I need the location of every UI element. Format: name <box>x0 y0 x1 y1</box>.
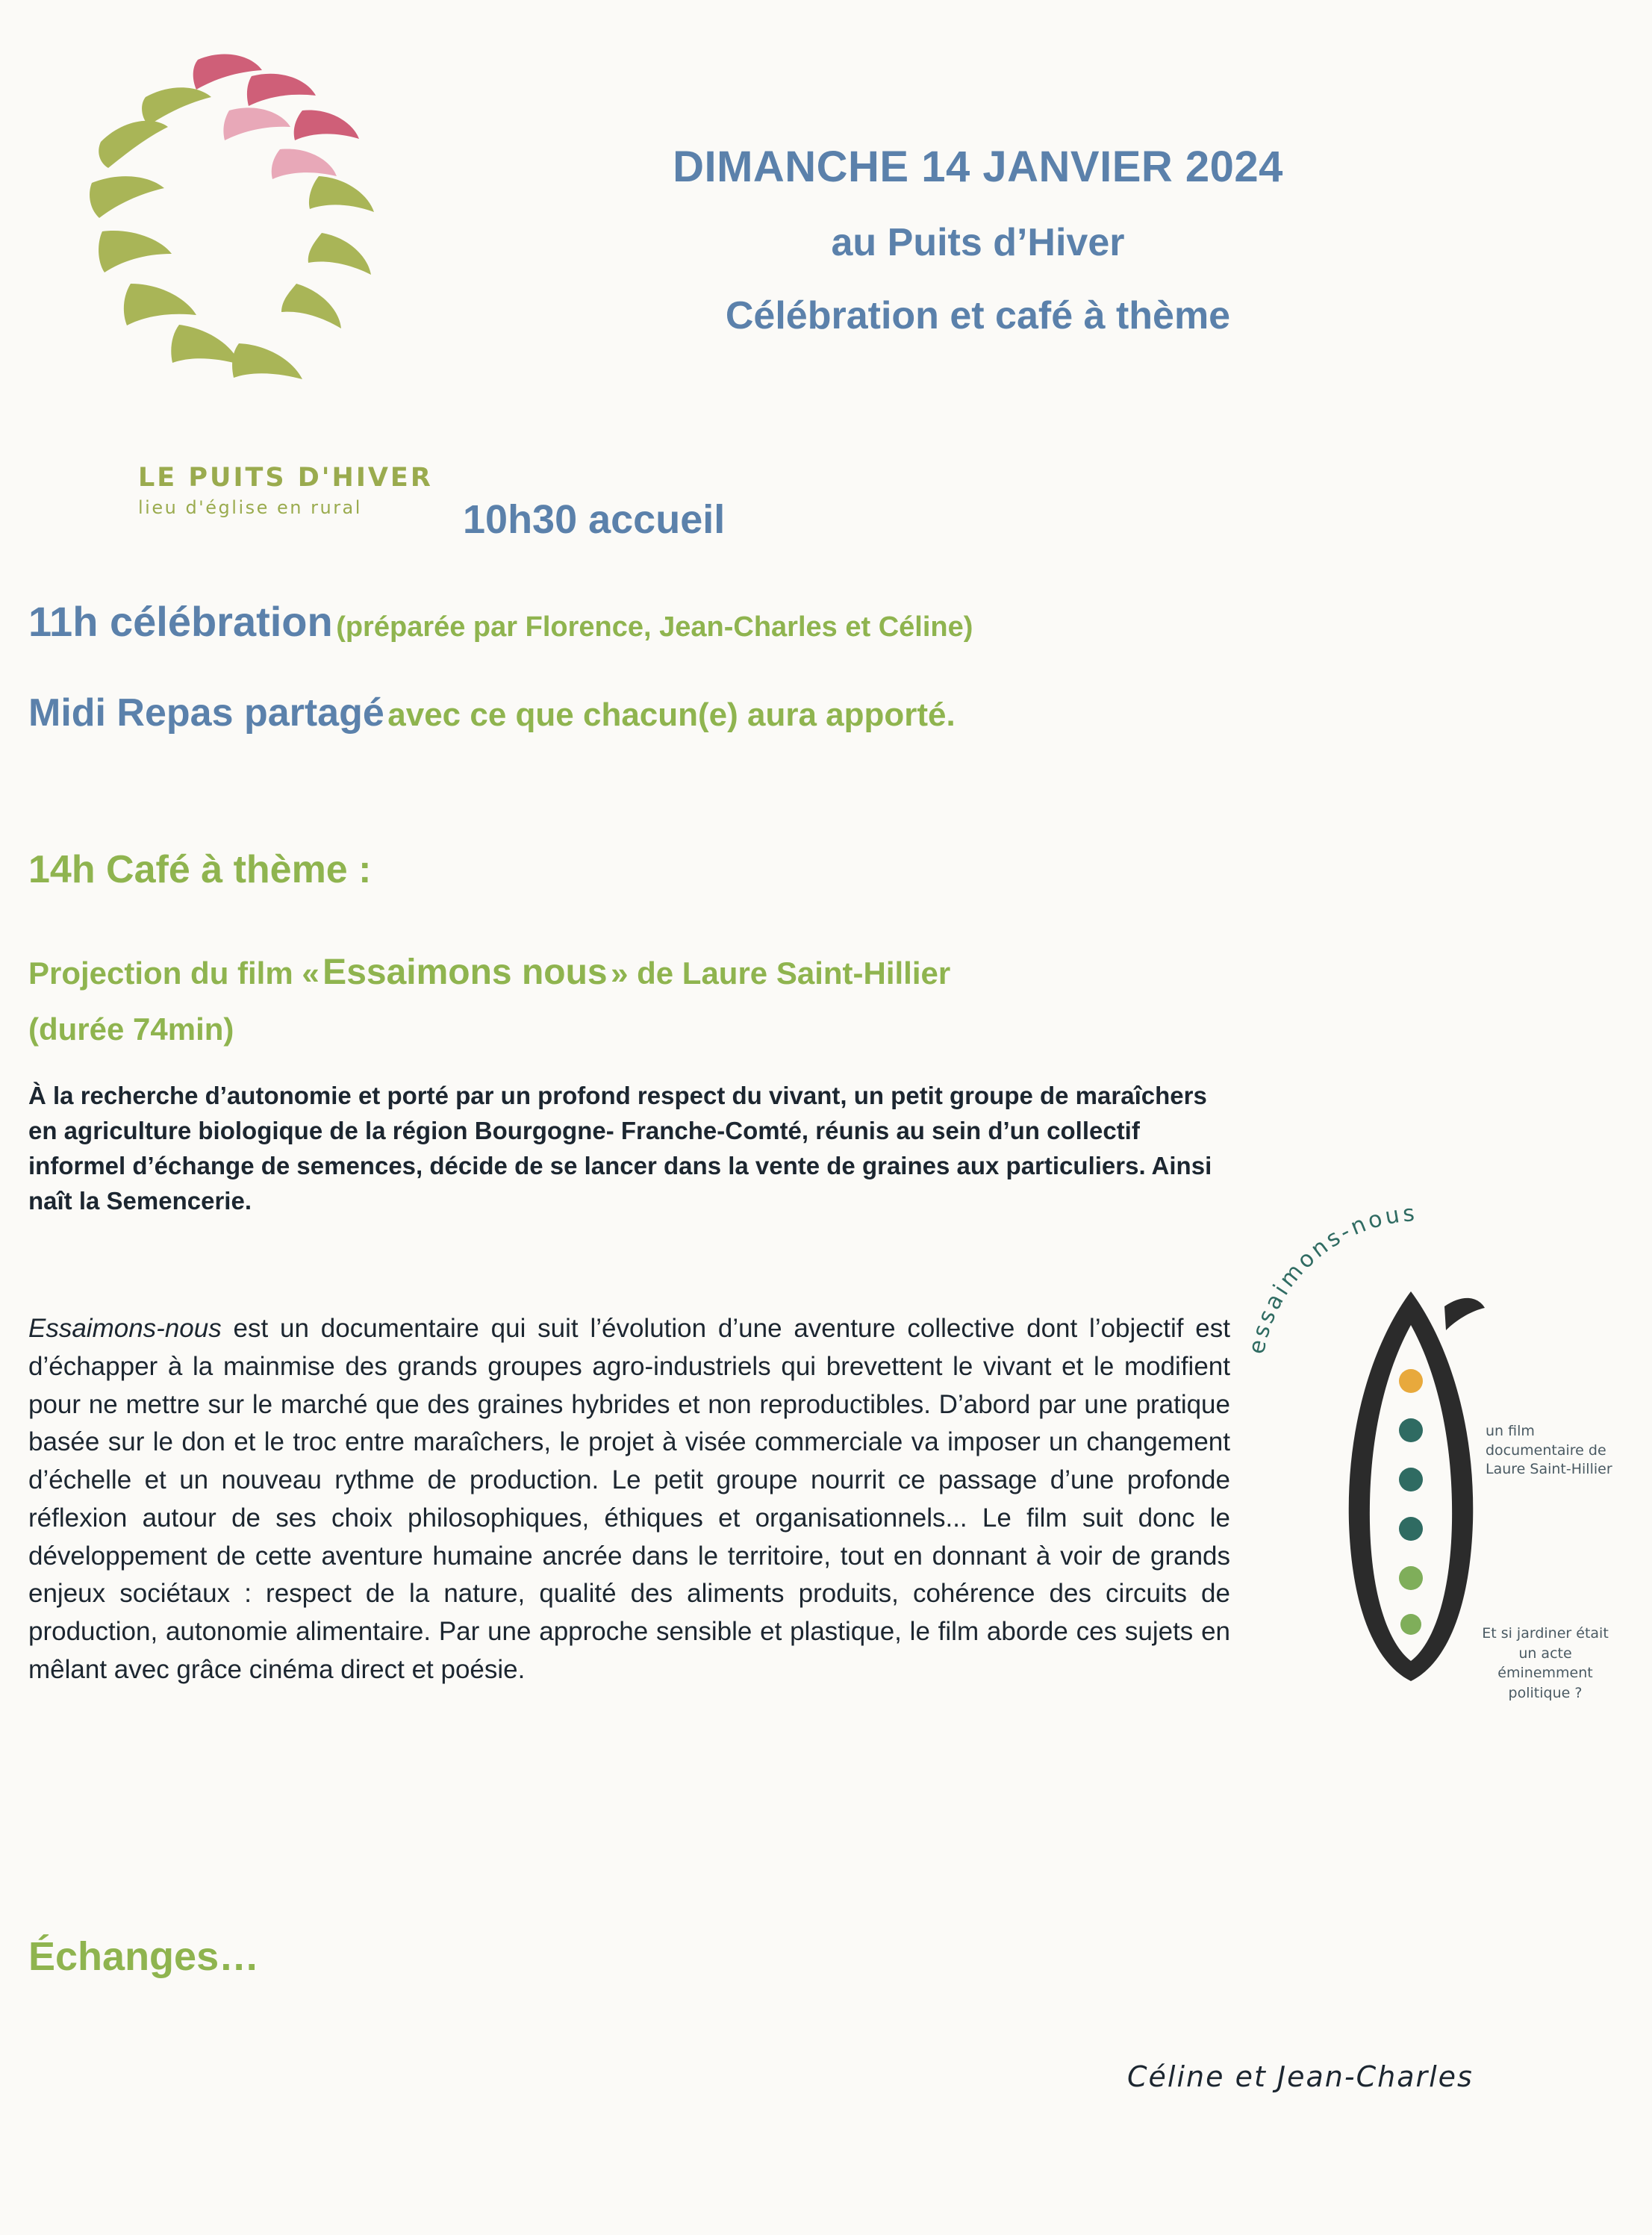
film-description-body: est un documentaire qui suit l’évolution d’une aventure collective dont l’objectif est d’échapper à la mainmise des grands groupes agro-industriels qui brevettent le vivant et le modifient pour ne mettre sur le marché que des graines hybrides et non reproductibles. D’abord par une pratique basée sur le don et le troc entre maraîchers, le projet à visée commerciale va imposer un changement d’échelle et un nouveau rythme de production. Le petit groupe nourrit ce passage d’une profonde réflexion autour de ses choix philosophiques, éthiques et organisationnels... Le film suit donc le développement de cette aventure humaine ancrée dans le territoire, tout en donnant à voir de grands enjeux sociétaux : respect de la nature, qualité des aliments produits, cohérence des circuits de production, autonomie alimentaire. Par une approche sensible et plastique, le film aborde ces sujets en mêlant avec grâce cinéma direct et poésie. <box>28 1314 1230 1684</box>
film-director: » de Laure Saint-Hillier <box>611 956 951 991</box>
schedule-celebration-time: 11h célébration <box>28 598 333 645</box>
puits-dhiver-logo <box>56 30 433 518</box>
event-header <box>418 142 1538 338</box>
event-date: DIMANCHE 14 JANVIER 2024 <box>673 143 1283 191</box>
schedule-accueil: 10h30 accueil <box>463 497 726 542</box>
poster-arc-title-text: essaimons-nous <box>1243 1200 1419 1356</box>
schedule-midi <box>28 691 1521 735</box>
poster-credit: un film documentaire de Laure Saint-Hillier <box>1486 1423 1612 1478</box>
film-title-line <box>28 952 1566 993</box>
film-description <box>28 1310 1230 1689</box>
echanges-label: Échanges… <box>28 1934 260 1979</box>
poster-tagline: Et si jardiner était un acte éminemment politique ? <box>1482 1625 1609 1701</box>
logo-caption <box>138 463 437 518</box>
schedule-midi-note: avec ce que chacun(e) aura apporté. <box>387 696 956 733</box>
wreath-birds-icon <box>56 30 407 418</box>
schedule-cafe-theme: 14h Café à thème : <box>28 848 372 891</box>
film-duration: (durée 74min) <box>28 1011 234 1047</box>
film-intro: Projection du film « <box>28 956 320 991</box>
logo-name: LE PUITS D'HIVER <box>138 463 433 493</box>
film-description-title: Essaimons-nous <box>28 1314 222 1343</box>
pea-pod-icon <box>1332 1284 1489 1687</box>
schedule-midi-title: Midi Repas partagé <box>28 691 384 735</box>
event-subtitle: Célébration et café à thème <box>725 294 1231 337</box>
signature: Céline et Jean-Charles <box>1127 2060 1474 2093</box>
event-place: au Puits d’Hiver <box>831 221 1125 264</box>
film-title: Essaimons nous <box>322 953 608 992</box>
schedule-celebration-note: (préparée par Florence, Jean-Charles et Céline) <box>336 611 973 643</box>
schedule-celebration <box>28 597 1521 646</box>
film-poster <box>1239 1187 1612 1777</box>
film-synopsis-bold: À la recherche d’autonomie et porté par un profond respect du vivant, un petit groupe de maraîchers en agriculture biologique de la région Bourgogne- Franche-Comté, réunis au sein d’un collectif informel d’échange de semences, décide de se lancer dans la vente de graines aux particuliers. Ainsi naît la Semencerie. <box>28 1082 1212 1215</box>
logo-tagline: lieu d'église en rural <box>138 497 362 518</box>
